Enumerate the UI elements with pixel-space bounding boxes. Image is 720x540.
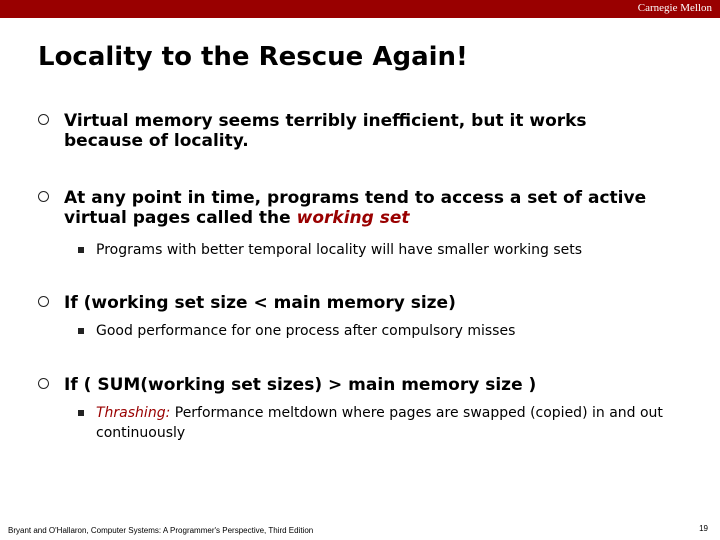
working-set-term: working set: [296, 208, 410, 228]
bullet-marker-icon: [38, 191, 49, 202]
slide-title: Locality to the Rescue Again!: [38, 42, 468, 72]
sub-bullet-marker-icon: [78, 410, 84, 416]
brand-label: Carnegie Mellon: [637, 2, 712, 14]
sub-bullet-marker-icon: [78, 328, 84, 334]
sub-bullet-3-text: Good performance for one process after compulsory misses: [96, 323, 516, 339]
bullet-1-text: Virtual memory seems terribly inefficient, but it works because of locality.: [64, 111, 587, 151]
bullet-4-text: If ( SUM(working set sizes) > main memory size ): [64, 375, 537, 395]
bullet-2-text-main: At any point in time, programs tend to access a set of active virtual pages called the: [64, 188, 647, 228]
bullet-marker-icon: [38, 114, 49, 125]
page-number: 19: [699, 524, 708, 533]
sub-bullet-4-body: Performance meltdown where pages are swapped (copied) in and out continuously: [96, 405, 663, 441]
bullet-marker-icon: [38, 296, 49, 307]
sub-bullet-2-text: Programs with better temporal locality will have smaller working sets: [96, 242, 583, 258]
bullet-2-text: [64, 188, 664, 228]
thrashing-term: Thrashing:: [96, 405, 171, 421]
header-bar: [0, 0, 720, 18]
bullet-marker-icon: [38, 378, 49, 389]
sub-bullet-4-text: [96, 403, 696, 443]
bullet-3-text: If (working set size < main memory size): [64, 293, 456, 313]
footer-citation: Bryant and O'Hallaron, Computer Systems: A Programmer's Perspective, Third Edition: [8, 526, 314, 535]
sub-bullet-marker-icon: [78, 247, 84, 253]
